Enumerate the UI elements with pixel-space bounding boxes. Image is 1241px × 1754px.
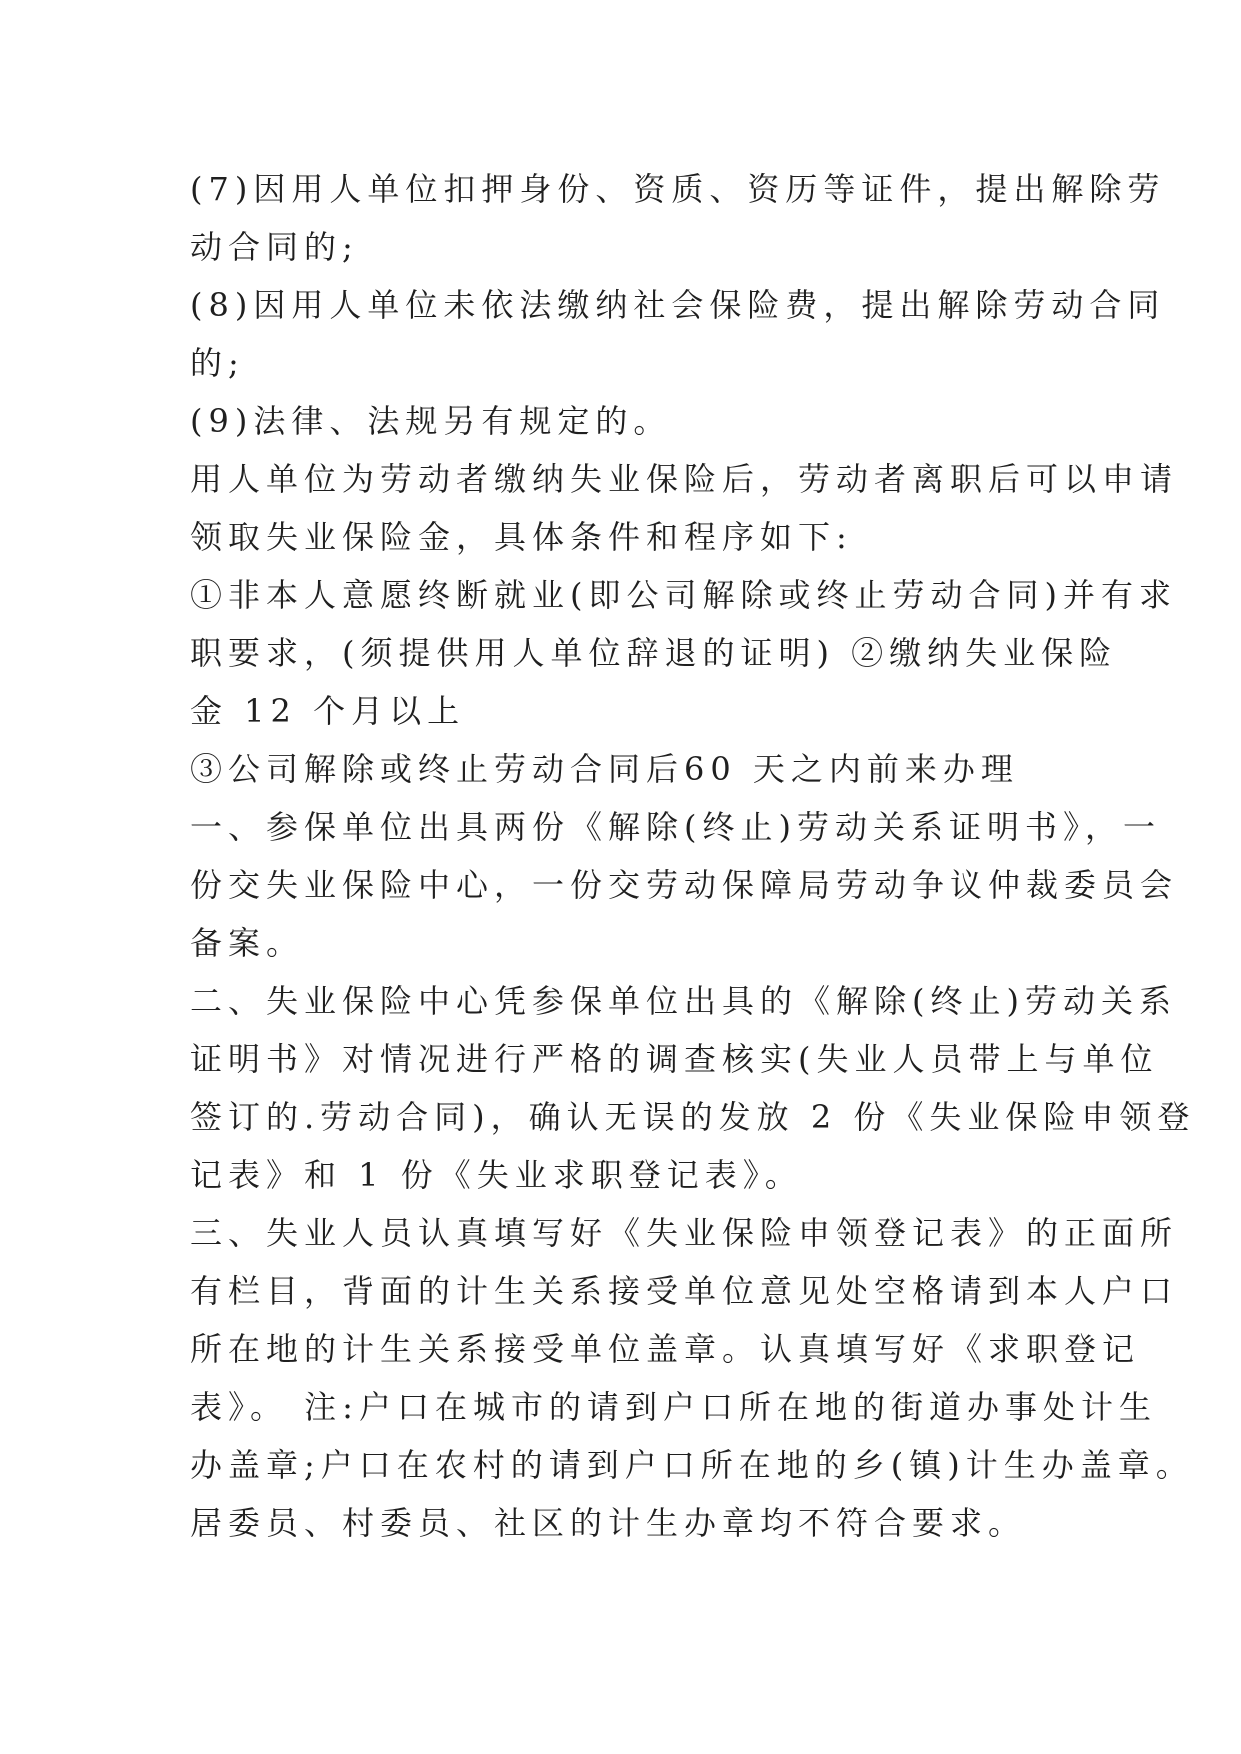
text-line-10: 金 12 个月以上: [190, 692, 466, 730]
text-line-11: ③公司解除或终止劳动合同后60 天之内前来办理: [190, 750, 1019, 788]
text-line-5: (9)法律、法规另有规定的。: [190, 402, 672, 440]
text-line-18: 记表》和 1 份《失业求职登记表》。: [190, 1156, 803, 1194]
text-line-12: 一、参保单位出具两份《解除(终止)劳动关系证明书》，一: [190, 808, 1161, 846]
text-line-23: 办盖章;户口在农村的请到户口所在地的乡(镇)计生办盖章。: [190, 1446, 1194, 1484]
text-line-15: 二、失业保险中心凭参保单位出具的《解除(终止)劳动关系: [190, 982, 1177, 1020]
text-line-6: 用人单位为劳动者缴纳失业保险后，劳动者离职后可以申请: [190, 460, 1179, 498]
text-line-22: 表》。 注:户口在城市的请到户口所在地的街道办事处计生: [190, 1388, 1157, 1426]
text-line-2: 动合同的;: [190, 228, 359, 266]
text-line-16: 证明书》对情况进行严格的调查核实(失业人员带上与单位: [190, 1040, 1159, 1078]
text-line-1: (7)因用人单位扣押身份、资质、资历等证件，提出解除劳: [190, 170, 1166, 208]
text-line-19: 三、失业人员认真填写好《失业保险申领登记表》的正面所: [190, 1214, 1179, 1252]
document-body: [190, 160, 1196, 1552]
text-line-17: 签订的.劳动合同)，确认无误的发放 2 份《失业保险申领登: [190, 1098, 1196, 1136]
text-line-8: ①非本人意愿终断就业(即公司解除或终止劳动合同)并有求: [190, 576, 1177, 614]
text-line-4: 的;: [190, 344, 245, 382]
text-line-14: 备案。: [190, 924, 305, 962]
text-line-21: 所在地的计生关系接受单位盖章。认真填写好《求职登记: [190, 1330, 1141, 1368]
text-line-24: 居委员、村委员、社区的计生办章均不符合要求。: [190, 1504, 1027, 1542]
text-line-3: (8)因用人单位未依法缴纳社会保险费，提出解除劳动合同: [190, 286, 1166, 324]
text-line-7: 领取失业保险金，具体条件和程序如下:: [190, 518, 853, 556]
text-line-20: 有栏目，背面的计生关系接受单位意见处空格请到本人户口: [190, 1272, 1179, 1310]
text-line-9: 职要求，(须提供用人单位辞退的证明) ②缴纳失业保险: [190, 634, 1118, 672]
text-line-13: 份交失业保险中心，一份交劳动保障局劳动争议仲裁委员会: [190, 866, 1179, 904]
